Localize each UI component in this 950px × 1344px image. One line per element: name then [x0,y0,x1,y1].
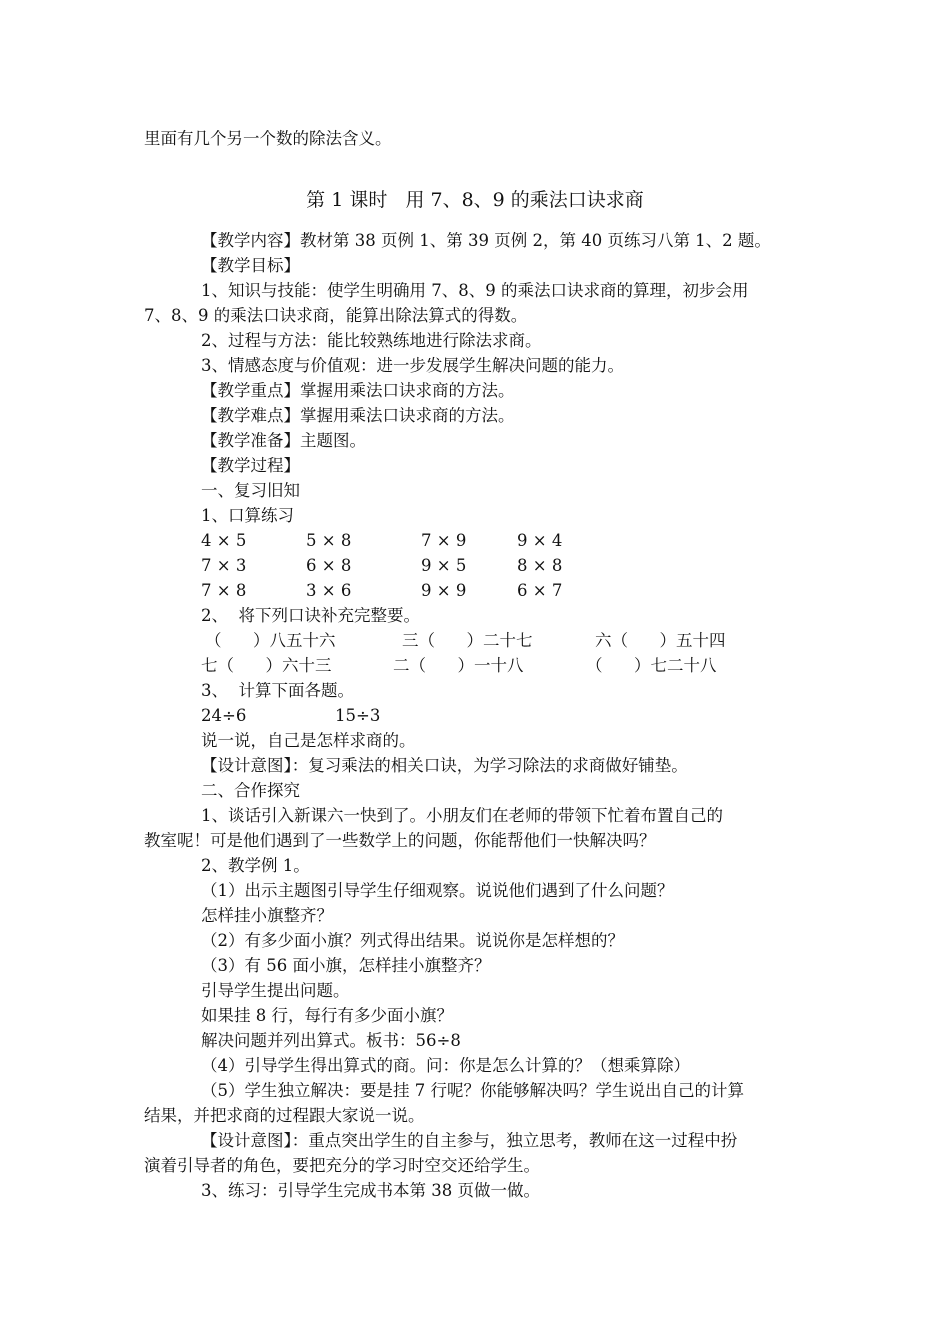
intro-line-2: 教室呢！可是他们遇到了一些数学上的问题，你能帮他们一快解决吗？ [144,831,656,850]
teaching-focus: 【教学重点】掌握用乘法口诀求商的方法。 [201,381,515,400]
say-how: 说一说，自己是怎样求商的。 [201,731,416,750]
mult-item: 7 × 3 [201,556,247,575]
calc-heading: 3、 计算下面各题。 [201,681,354,700]
oral-practice-heading: 1、口算练习 [201,506,294,525]
step-5-line-1: （5）学生独立解决：要是挂 7 行呢？你能够解决吗？学生说出自己的计算 [201,1081,744,1100]
goal-1-line-1: 1、知识与技能：使学生明确用 7、8、9 的乘法口诀求商的算理，初步会用 [201,281,749,300]
section-review: 一、复习旧知 [201,481,300,500]
mult-item: 6 × 8 [306,556,352,575]
goal-2: 2、过程与方法：能比较熟练地进行除法求商。 [201,331,542,350]
teaching-preparation: 【教学准备】主题图。 [201,431,366,450]
mult-item: 9 × 9 [421,581,467,600]
step-3: （3）有 56 面小旗，怎样挂小旗整齐？ [201,956,491,975]
design-intent-1: 【设计意图】：复习乘法的相关口诀，为学习除法的求商做好铺垫。 [201,756,688,775]
fill-in-heading: 2、 将下列口诀补充完整要。 [201,606,420,625]
heading-teaching-process: 【教学过程】 [201,456,300,475]
design-intent-2-line-2: 演着引导者的角色，要把充分的学习时空交还给学生。 [144,1156,540,1175]
step-2: （2）有多少面小旗？列式得出结果。说说你是怎样想的？ [201,931,624,950]
teaching-difficulty: 【教学难点】掌握用乘法口诀求商的方法。 [201,406,515,425]
example-1-heading: 2、教学例 1。 [201,856,310,875]
step-1-question: 怎样挂小旗整齐？ [201,906,333,925]
design-intent-2-line-1: 【设计意图】：重点突出学生的自主参与，独立思考，教师在这一过程中扮 [201,1131,738,1150]
paragraph-continuation: 里面有几个另一个数的除法含义。 [144,129,392,148]
mult-item: 9 × 5 [421,556,467,575]
mult-item: 7 × 8 [201,581,247,600]
step-5-line-2: 结果，并把求商的过程跟大家说一说。 [144,1106,425,1125]
guide-question: 引导学生提出问题。 [201,981,350,1000]
mult-item: 7 × 9 [421,531,467,550]
if-eight-rows: 如果挂 8 行，每行有多少面小旗？ [201,1006,453,1025]
goal-3: 3、情感态度与价值观：进一步发展学生解决问题的能力。 [201,356,624,375]
step-4: （4）引导学生得出算式的商。问：你是怎么计算的？（想乘算除） [201,1056,690,1075]
mult-item: 9 × 4 [517,531,563,550]
fill-item: （ ）八五十六 [205,631,336,650]
fill-item: 六（ ）五十四 [595,631,726,650]
mult-item: 5 × 8 [306,531,352,550]
step-1: （1）出示主题图引导学生仔细观察。说说他们遇到了什么问题？ [201,881,674,900]
division-item: 24÷6 [201,706,247,725]
fill-item: （ ）七二十八 [586,656,717,675]
fill-item: 七（ ）六十三 [201,656,332,675]
mult-item: 8 × 8 [517,556,563,575]
goal-1-line-2: 7、8、9 的乘法口诀求商，能算出除法算式的得数。 [144,306,528,325]
practice: 3、练习：引导学生完成书本第 38 页做一做。 [201,1181,540,1200]
fill-item: 二（ ）一十八 [393,656,524,675]
heading-teaching-goals: 【教学目标】 [201,256,300,275]
fill-item: 三（ ）二十七 [402,631,533,650]
section-explore: 二、合作探究 [201,781,300,800]
board-work: 解决问题并列出算式。板书：56÷8 [201,1031,461,1050]
mult-item: 6 × 7 [517,581,563,600]
lesson-title: 第 1 课时 用 7、8、9 的乘法口诀求商 [306,189,644,211]
division-item: 15÷3 [335,706,381,725]
mult-item: 4 × 5 [201,531,247,550]
intro-line-1: 1、谈话引入新课六一快到了。小朋友们在老师的带领下忙着布置自己的 [201,806,723,825]
teaching-content: 【教学内容】教材第 38 页例 1、第 39 页例 2，第 40 页练习八第 1、2 题。 [201,231,771,250]
mult-item: 3 × 6 [306,581,352,600]
